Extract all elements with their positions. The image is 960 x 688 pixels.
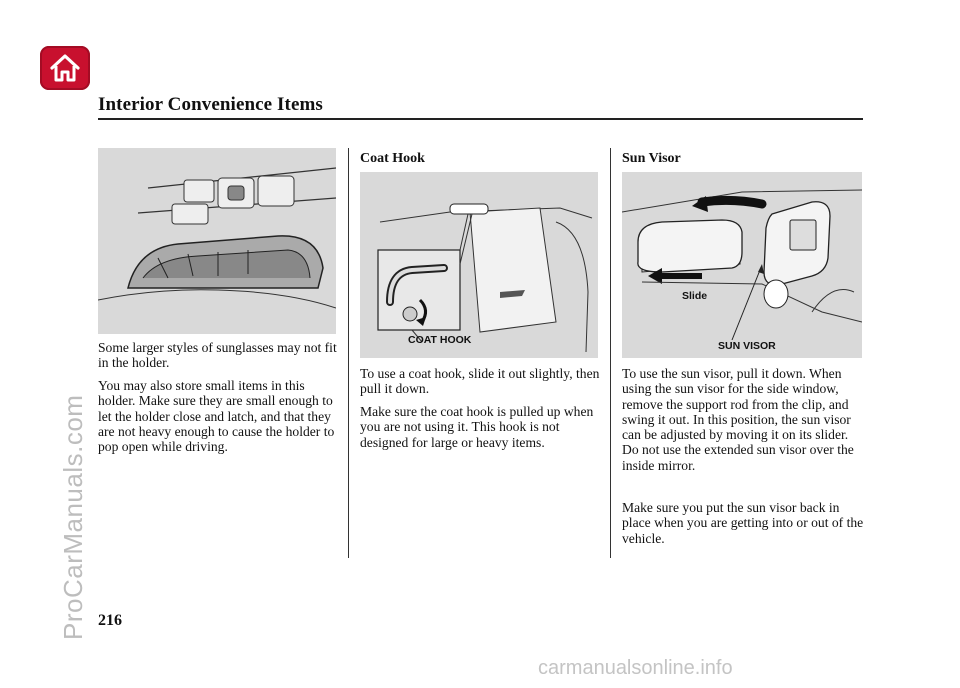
- coat-hook-paragraph-2: Make sure the coat hook is pulled up when you are not using it. This hook is not designed for large or heavy items.: [360, 404, 594, 450]
- coat-hook-paragraph-1: To use a coat hook, slide it out slightly, then pull it down.: [360, 366, 600, 397]
- home-button[interactable]: [40, 46, 90, 90]
- sun-visor-paragraph-2: Make sure you put the sun visor back in place when you are getting into or out of the vehicle.: [622, 500, 864, 546]
- sunglasses-paragraph-2: You may also store small items in this holder. Make sure they are small enough to let the holder close and latch, and that they are not heavy enough to cause the holder to pop open while driving.: [98, 378, 335, 455]
- sunglasses-paragraph-1: Some larger styles of sunglasses may not fit in the holder.: [98, 340, 337, 371]
- home-icon: [48, 51, 82, 85]
- sun-visor-paragraph-1: To use the sun visor, pull it down. When using the sun visor for the side window, remove the support rod from the clip, and swing it out. In this position, the sun visor can be adjusted by moving it on its slider. Do not use the extended sun visor over the inside mirror.: [622, 366, 854, 473]
- section-title: Interior Convenience Items: [98, 94, 323, 115]
- coat-hook-callout: COAT HOOK: [408, 334, 472, 346]
- coat-hook-heading: Coat Hook: [360, 151, 425, 166]
- sun-visor-illustration: [622, 172, 862, 358]
- column-divider: [348, 148, 349, 558]
- slide-callout: Slide: [682, 290, 708, 302]
- page-number: 216: [98, 612, 122, 629]
- sun-visor-callout: SUN VISOR: [718, 340, 776, 352]
- column-divider: [610, 148, 611, 558]
- coat-hook-illustration: [360, 172, 598, 358]
- sun-visor-heading: Sun Visor: [622, 151, 681, 166]
- sunglasses-holder-illustration: [98, 148, 336, 334]
- side-watermark: ProCarManuals.com: [58, 394, 88, 640]
- bottom-watermark: carmanualsonline.info: [538, 657, 733, 679]
- title-rule: [98, 118, 863, 120]
